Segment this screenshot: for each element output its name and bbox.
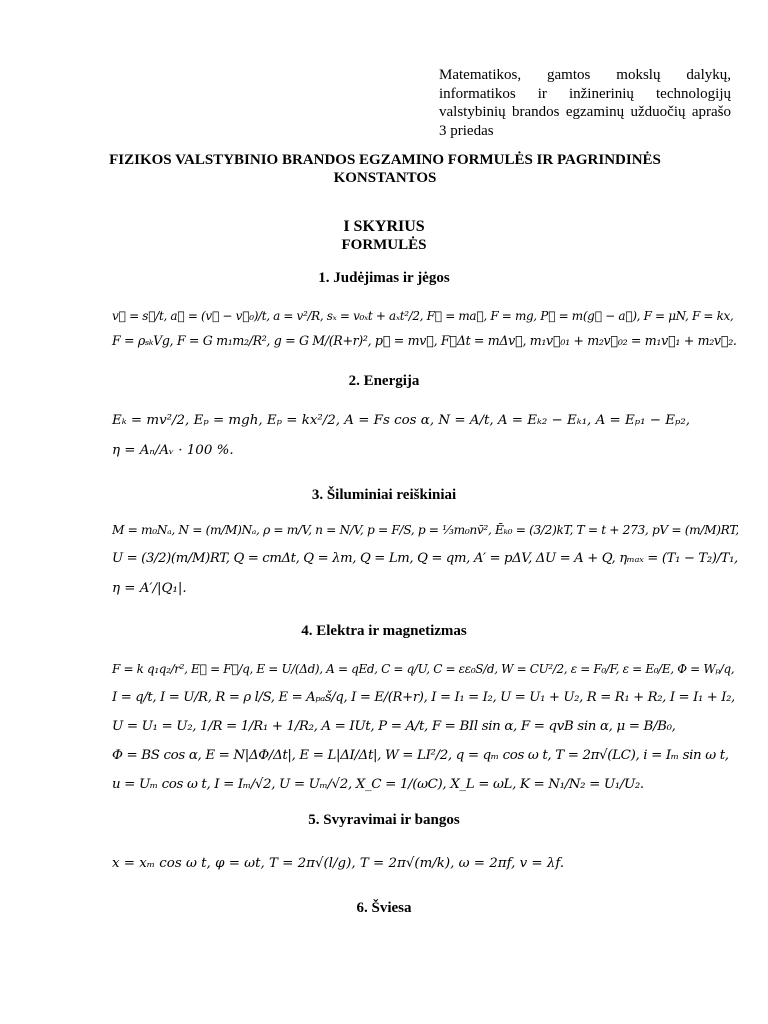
- section-heading-energy: 2. Energija: [348, 373, 420, 389]
- annex-note: [439, 66, 731, 140]
- document-title-line-2: KONSTANTOS: [333, 170, 437, 186]
- section-heading-motion: 1. Judėjimas ir jėgos: [318, 270, 450, 286]
- formula-line: x = xₘ cos ω t, φ = ωt, T = 2π√(l/g), T = 2π√(m/k), ω = 2πf, v = λf.: [112, 856, 565, 871]
- formula-line: η = A′/|Q₁|.: [112, 581, 187, 596]
- formula-line: Eₖ = mv²/2, Eₚ = mgh, Eₚ = kx²/2, A = Fs cos α, N = A/t, A = Eₖ₂ − Eₖ₁, A = Eₚ₁ − Eₚ₂,: [112, 413, 690, 428]
- section-heading-thermal: 3. Šiluminiai reiškiniai: [311, 487, 457, 503]
- formula-line: U = U₁ = U₂, 1/R = 1/R₁ + 1/R₂, A = IUt, P = A/t, F = BIl sin α, F = qvB sin α, μ = B/B₀,: [112, 719, 676, 734]
- document-title: [100, 151, 670, 187]
- section-heading-electricity: 4. Elektra ir magnetizmas: [301, 623, 467, 639]
- chapter-subtitle: FORMULĖS: [341, 237, 427, 253]
- annex-line-4: 3 priedas: [439, 122, 494, 139]
- formula-line: u = Uₘ cos ω t, I = Iₘ/√2, U = Uₘ/√2, X_C = 1/(ωC), X_L = ωL, K = N₁/N₂ = U₁/U₂.: [112, 777, 644, 792]
- formula-line: F = ρₛₖVg, F = G m₁m₂/R², g = G M/(R+r)², p⃗ = mv⃗, F⃗Δt = mΔv⃗, m₁v⃗₀₁ + m₂v⃗₀₂ = m₁v⃗₁ + m₂v⃗₂.: [112, 333, 737, 348]
- section-heading-oscillations: 5. Svyravimai ir bangos: [308, 812, 460, 828]
- annex-line-1: Matematikos, gamtos mokslų dalykų,: [439, 67, 731, 83]
- formula-line: Φ = BS cos α, E = N|ΔΦ/Δt|, E = L|ΔI/Δt|, W = LI²/2, q = qₘ cos ω t, T = 2π√(LC), i = Iₘ sin ω t,: [112, 748, 729, 763]
- formula-line: I = q/t, I = U/R, R = ρ l/S, E = Aₚₐš/q, I = E/(R+r), I = I₁ = I₂, U = U₁ + U₂, R = R₁ + R₂, I = I₁ + I₂,: [112, 690, 735, 705]
- formula-line: M = m₀Nₐ, N = (m/M)Nₐ, ρ = m/V, n = N/V, p = F/S, p = ⅓m₀nv̄², Ēₖ₀ = (3/2)kT, T = t + 273, pV = (m/M)RT,: [112, 523, 739, 537]
- annex-line-2: informatikos ir inžinerinių technologijų: [439, 85, 731, 102]
- document-title-line-1: FIZIKOS VALSTYBINIO BRANDOS EGZAMINO FORMULĖS IR PAGRINDINĖS: [109, 152, 661, 168]
- chapter-heading: I SKYRIUS: [343, 218, 425, 235]
- section-heading-light: 6. Šviesa: [356, 900, 412, 916]
- formula-line: η = Aₙ/Aᵥ · 100 %.: [112, 443, 234, 458]
- formula-line: v⃗ = s⃗/t, a⃗ = (v⃗ − v⃗₀)/t, a = v²/R, sₓ = v₀ₓt + aₓt²/2, F⃗ = ma⃗, F = mg, P⃗ = m(g⃗ − a⃗), F = μN, F = kx,: [112, 309, 734, 323]
- formula-line: F = k q₁q₂/r², E⃗ = F⃗/q, E = U/(Δd), A = qEd, C = q/U, C = εε₀S/d, W = CU²/2, ε = F₀/F, ε = E₀/E, Φ = Wₚ/q,: [112, 662, 735, 676]
- formula-line: U = (3/2)(m/M)RT, Q = cmΔt, Q = λm, Q = Lm, Q = qm, A′ = pΔV, ΔU = A + Q, ηₘₐₓ = (T₁ − T₂)/T₁,: [112, 551, 738, 566]
- annex-line-3: valstybinių brandos egzaminų užduočių aprašo: [439, 104, 731, 120]
